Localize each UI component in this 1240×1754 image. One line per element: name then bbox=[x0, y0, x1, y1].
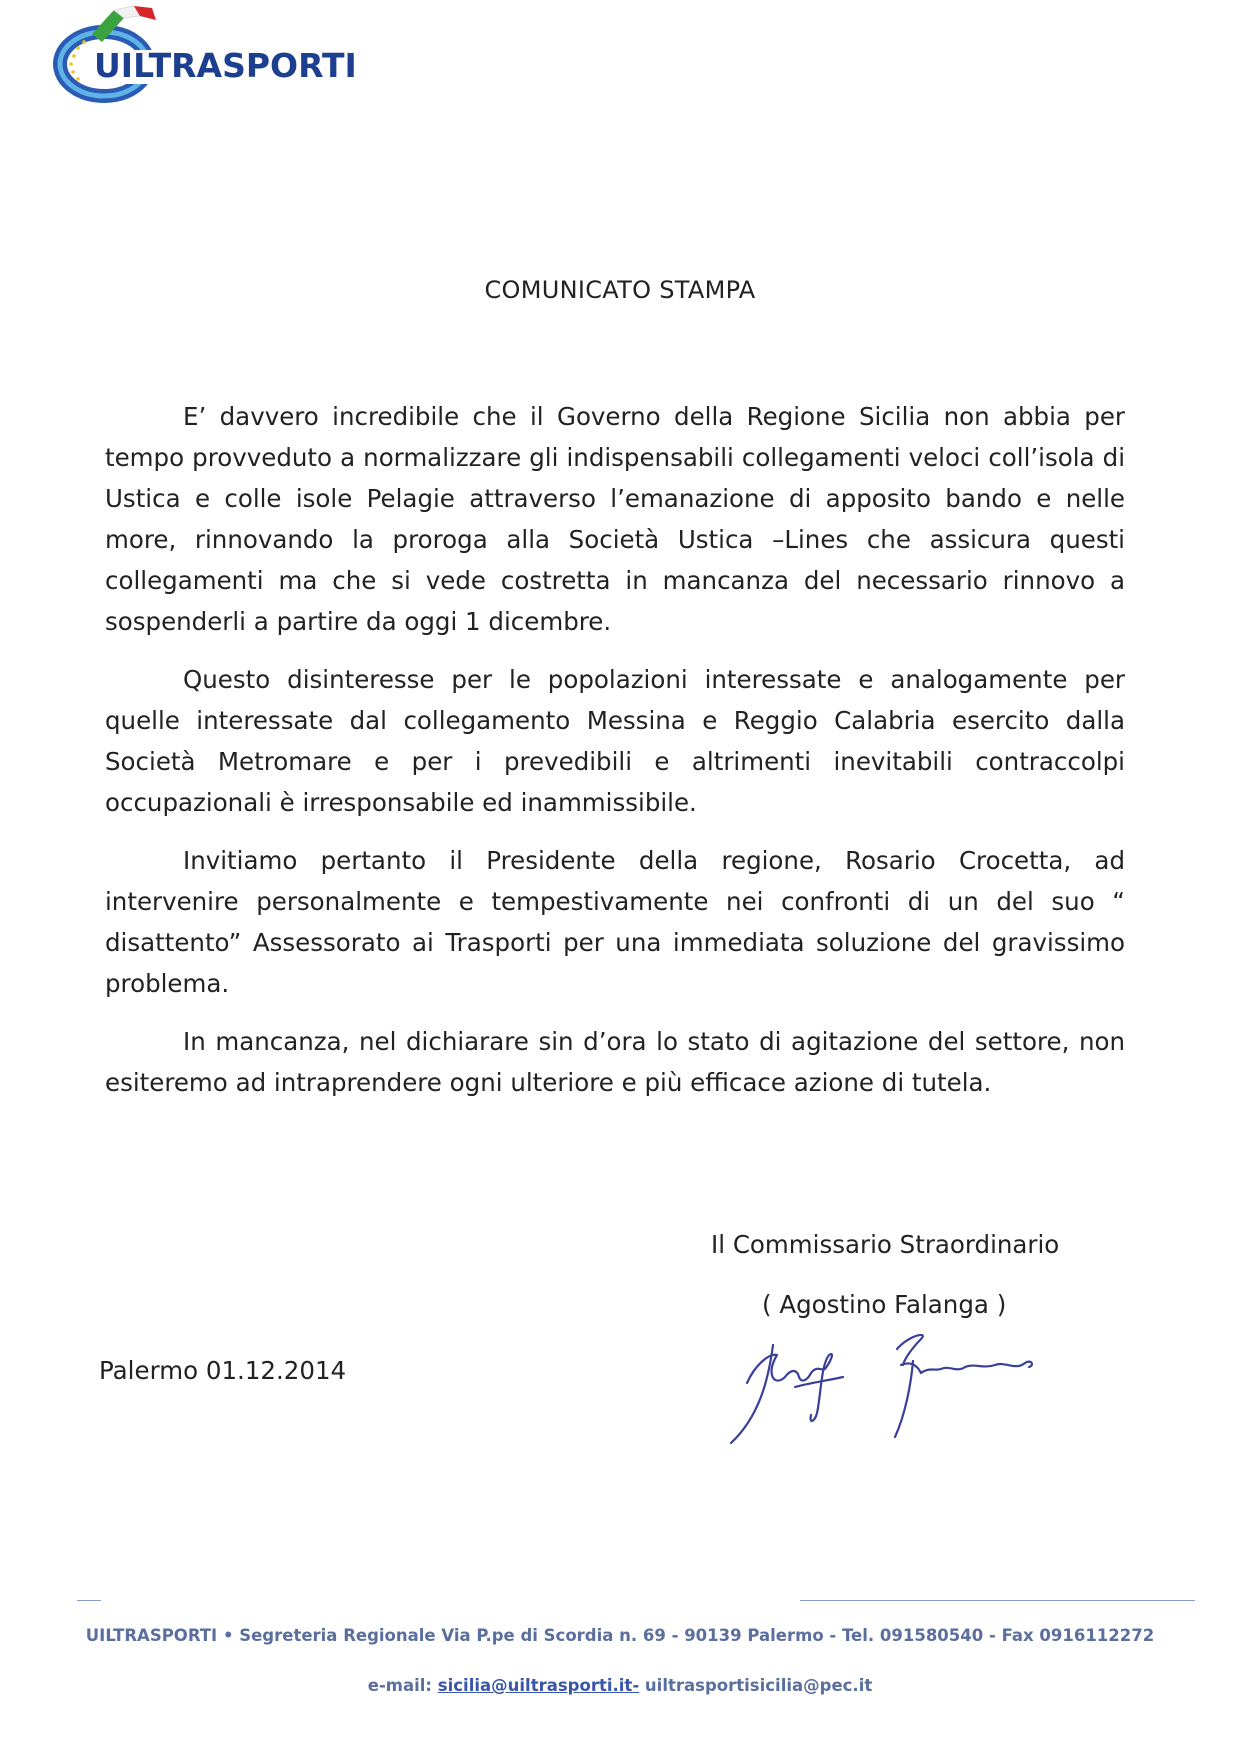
handwritten-signature bbox=[725, 1325, 1055, 1469]
paragraph-4: In mancanza, nel dichiarare sin d’ora lo stato di agitazione del settore, non esiteremo ad intraprendere ogni ulteriore e più efficace azione di tutela. bbox=[105, 1027, 1125, 1097]
uiltrasporti-logo bbox=[52, 4, 392, 114]
page-title: COMUNICATO STAMPA bbox=[484, 276, 756, 304]
footer-contacts bbox=[0, 1676, 1240, 1695]
signatory-role: Il Commissario Straordinario bbox=[711, 1230, 1060, 1259]
footer-rule-right bbox=[800, 1600, 1195, 1601]
footer-address: UILTRASPORTI • Segreteria Regionale Via P.pe di Scordia n. 69 - 90139 Palermo - Tel. 091580540 - Fax 0916112272 bbox=[85, 1626, 1155, 1645]
logo-wordmark: UILTRASPORTI bbox=[94, 46, 357, 85]
paragraph-3: Invitiamo pertanto il Presidente della regione, Rosario Crocetta, ad intervenire personalmente e tempestivamente nei confronti di un del suo “ disattento” Assessorato ai Trasporti per una immediata soluzione del gravissimo problema. bbox=[105, 846, 1125, 998]
signatory-name: ( Agostino Falanga ) bbox=[762, 1290, 1007, 1319]
footer-pec: uiltrasportisicilia@pec.it bbox=[639, 1676, 873, 1695]
letter-body bbox=[105, 396, 1125, 1120]
paragraph-1: E’ davvero incredibile che il Governo della Regione Sicilia non abbia per tempo provveduto a normalizzare gli indispensabili collegamenti veloci coll’isola di Ustica e colle isole Pelagie attraverso l’emanazione di apposito bando e nelle more, rinnovando la proroga alla Società Ustica –Lines che assicura questi collegamenti ma che si vede costretta in mancanza del necessario rinnovo a sospenderli a partire da oggi 1 dicembre. bbox=[105, 402, 1125, 636]
place-and-date: Palermo 01.12.2014 bbox=[99, 1356, 347, 1385]
footer-email-link[interactable]: sicilia@uiltrasporti.it- bbox=[437, 1676, 640, 1695]
footer-email-label: e-mail: bbox=[367, 1676, 438, 1695]
paragraph-2: Questo disinteresse per le popolazioni interessate e analogamente per quelle interessate dal collegamento Messina e Reggio Calabria esercito dalla Società Metromare e per i prevedibili e altrimenti inevitabili contraccolpi occupazionali è irresponsabile ed inammissibile. bbox=[105, 665, 1125, 817]
footer-rule-left bbox=[77, 1600, 101, 1601]
